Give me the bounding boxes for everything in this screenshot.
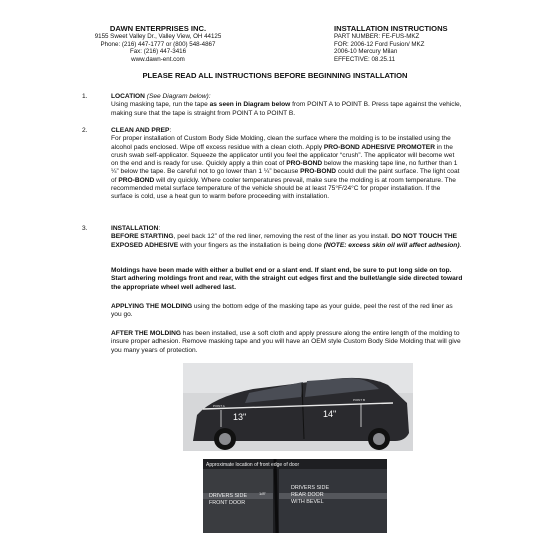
gap-measurement: 1/8" (259, 491, 266, 496)
section-number-2: 2. (82, 127, 88, 134)
company-phone: Phone: (216) 447-1777 or (800) 548-4867 (100, 40, 216, 48)
instruction-title: INSTALLATION INSTRUCTIONS (334, 24, 448, 33)
company-fax: Fax: (216) 447-3416 (129, 48, 187, 56)
rear-door-label: DRIVERS SIDE (291, 485, 330, 491)
molding-ends-paragraph: Moldings have been made with either a bullet end or a slant end. If slant end, be sure to put long side on top. Start adhering moldings front and rear, with the straight cut edges first and the bullet/angle side directed toward the appropriate wheel well adhered last. (111, 267, 463, 291)
section-installation: INSTALLATION: BEFORE STARTING, peel back 12” of the red liner, removing the rest of the liner as you install. DO NOT TOUCH THE EXPOSED ADHESIVE with your fingers as the installation is being done (NOTE: excess skin oil will affect adhesion). (111, 225, 462, 249)
bevel-label: WITH BEVEL (291, 499, 324, 505)
part-number: PART NUMBER: FE-FUS-MKZ (334, 33, 420, 40)
instruction-header (334, 24, 534, 63)
front-door-label: DRIVERS SIDE (209, 493, 248, 499)
rear-measurement: 14" (323, 409, 337, 419)
rear-door-label-2: REAR DOOR (291, 492, 324, 498)
point-b-label: POINT B (353, 398, 365, 402)
applying-paragraph: APPLYING THE MOLDING using the bottom edge of the masking tape as your guide, peel the rest of the red liner as you go. (111, 303, 453, 319)
location-text: Using masking tape, run the tape as seen in Diagram below from POINT A to POINT B. Press tape against the vehicle, making sure that the tape is straight from POINT A to POINT B. (111, 101, 462, 117)
car-side-diagram (183, 363, 413, 451)
section-heading-location: LOCATION (111, 93, 145, 100)
read-all-banner: PLEASE READ ALL INSTRUCTIONS BEFORE BEGINNING INSTALLATION (142, 71, 408, 80)
section-location (111, 93, 463, 118)
company-website: www.dawn-ent.com (131, 55, 185, 63)
door-gap (275, 459, 277, 533)
company-address: 9155 Sweet Valley Dr., Valley View, OH 44125 (94, 33, 222, 40)
fitment-primary: FOR: 2006-12 Ford Fusion/ MKZ (334, 40, 425, 48)
section-heading-installation: INSTALLATION (111, 225, 159, 232)
company-name: DAWN ENTERPRISES INC. (109, 24, 207, 33)
after-molding-paragraph: AFTER THE MOLDING has been installed, use a soft cloth and apply pressure along the entire length of the molding to insure proper adhesion. Remove masking tape and you will have an OEM style Custom Body Side Molding that will give you many years of protection. (111, 330, 461, 354)
front-measurement: 13" (233, 412, 247, 422)
section-number-1: 1. (82, 93, 88, 100)
front-door-label-2: FRONT DOOR (209, 500, 246, 506)
section-clean-prep: CLEAN AND PREP: For proper installation of Custom Body Side Molding, clean the surface where the molding is to be installed using the alcohol pads enclosed. Wipe off excess residue with a clean cloth. Apply PRO-BOND ADHESIVE PROMOTER in the crush swab self-applicator. Squeeze the applicator until you feel the applicator “crush”. The applicator will become wet on the end and is ready for use. Quickly apply a thin coat of PRO-BOND below the masking tape line, no further than 1 ¼” below the tape. Be careful not to go lower than 1 ¼” because PRO-BOND could dull the paint surface. The light coat of PRO-BOND will dry quickly. Where cooler temperatures prevail, make sure the molding is at room temperature. The recommended metal surface temperature of the vehicle should be at least 75°F/24°C for proper installation. If the surface is cold, use a heat gun to warm before proceeding with installation. (111, 127, 463, 202)
effective-date: EFFECTIVE: 08.25.11 (334, 55, 396, 63)
door-edge-caption: Approximate location of front edge of door (206, 462, 300, 468)
point-a-label: POINT A (213, 404, 225, 408)
section-heading-clean: CLEAN AND PREP (111, 127, 170, 134)
diagram-note: (See Diagram below): (144, 93, 211, 100)
clean-prep-text: For proper installation of Custom Body Side Molding, clean the surface where the molding is to be installed using the alcohol pads enclosed. Wipe off excess residue with a clean cloth. Apply PRO-BOND ADHESIVE PROMOTER in the crush swab self-applicator. Squeeze the applicator until you feel the applicator “crush”. The applicator will become wet on the end and is ready for use. Quickly apply a thin coat of PRO-BOND below the masking tape line, no further than 1 ¼” below the tape. Be careful not to go lower than 1 ¼” because PRO-BOND could dull the paint surface. The light coat of PRO-BOND will dry quickly. Where cooler temperatures prevail, make sure the molding is at room temperature. The recommended metal surface temperature of the vehicle should be at least 75°F/24°C for proper installation. If the surface is cold, use a heat gun to warm before proceeding with installation. (111, 135, 460, 201)
company-header (68, 24, 248, 63)
door-closeup-photo (203, 459, 387, 533)
section-number-3: 3. (82, 225, 88, 232)
fitment-secondary: 2006-10 Mercury Milan (334, 48, 398, 56)
installation-text: BEFORE STARTING, peel back 12” of the red liner, removing the rest of the liner as you install. DO NOT TOUCH THE EXPOSED ADHESIVE with your fingers as the installation is being done (NOTE: excess skin oil will affect adhesion). (111, 233, 462, 249)
